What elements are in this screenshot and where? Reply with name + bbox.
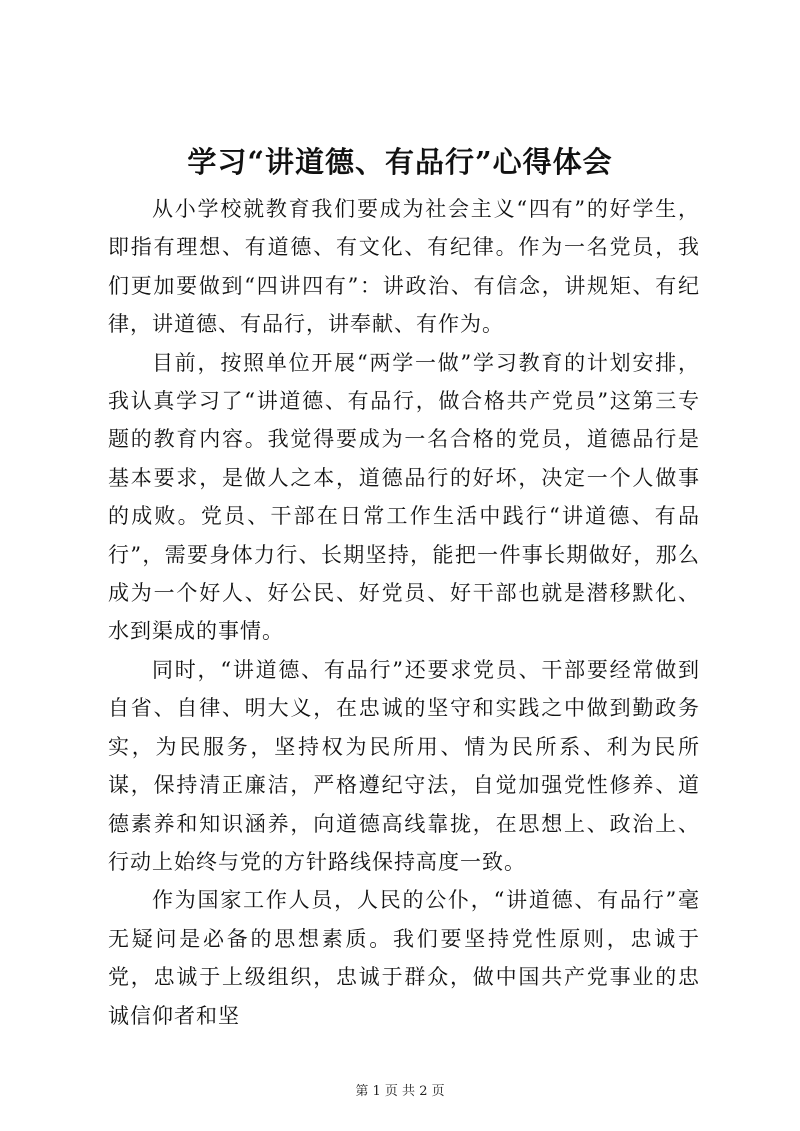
- paragraph-3: 同时，“讲道德、有品行”还要求党员、干部要经常做到自省、自律、明大义，在忠诚的坚守和实践之中做到勤政务实，为民服务，坚持权为民所用、情为民所系、利为民所谋，保持清正廉洁，严格遵纪守法，自觉加强党性修养、道德素养和知识涵养，向道德高线靠拢，在思想上、政治上、行动上始终与党的方针路线保持高度一致。: [108, 657, 700, 874]
- paragraph-2: 目前，按照单位开展“两学一做”学习教育的计划安排，我认真学习了“讲道德、有品行，做合格共产党员”这第三专题的教育内容。我觉得要成为一名合格的党员，道德品行是基本要求，是做人之本，道德品行的好坏，决定一个人做事的成败。党员、干部在日常工作生活中践行“讲道德、有品行”，需要身体力行、长期坚持，能把一件事长期做好，那么成为一个好人、好公民、好党员、好干部也就是潜移默化、水到渠成的事情。: [108, 350, 700, 644]
- document-title: 学习“讲道德、有品行”心得体会: [187, 145, 613, 179]
- paragraph-4: 作为国家工作人员，人民的公仆，“讲道德、有品行”毫无疑问是必备的思想素质。我们要坚持党性原则，忠诚于党，忠诚于上级组织，忠诚于群众，做中国共产党事业的忠诚信仰者和坚: [108, 888, 700, 1028]
- document-body: [108, 190, 700, 1035]
- paragraph-1: 从小学校就教育我们要成为社会主义“四有”的好学生，即指有理想、有道德、有文化、有纪律。作为一名党员，我们更加要做到“四讲四有”：讲政治、有信念，讲规矩、有纪律，讲道德、有品行，讲奉献、有作为。: [108, 197, 700, 337]
- page-number-footer: 第 1 页 共 2 页: [355, 1084, 445, 1099]
